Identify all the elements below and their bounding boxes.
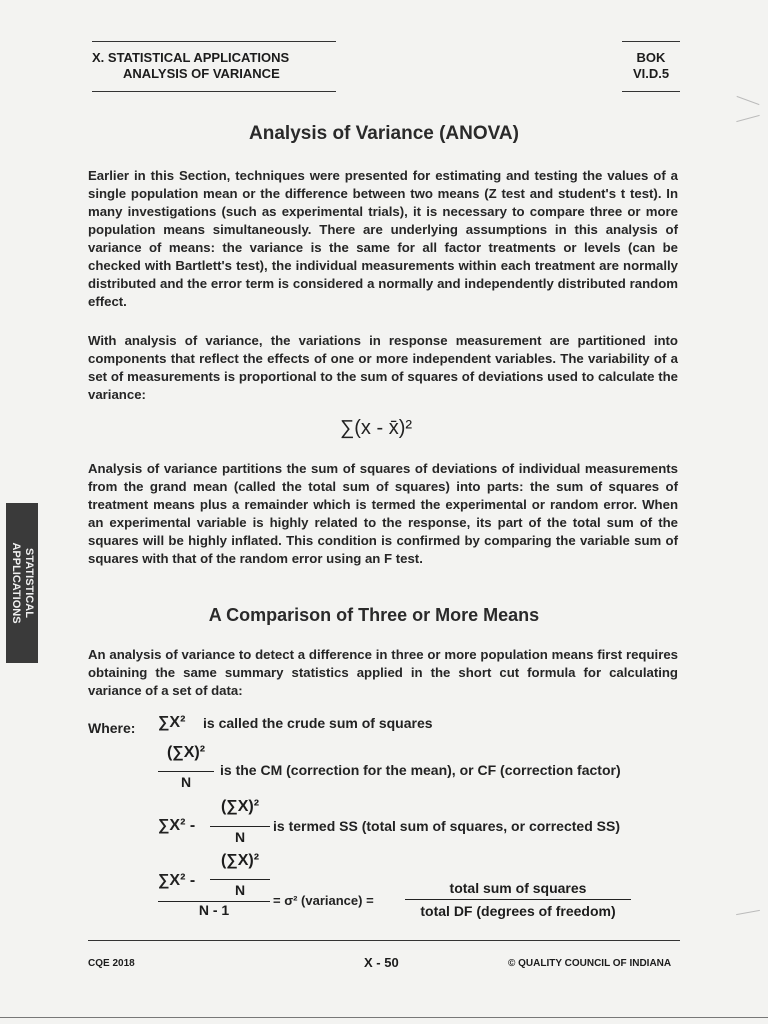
side-section-tab [6, 503, 38, 663]
bok-code-line1: BOK [636, 50, 666, 65]
variance-inner-denominator: N [234, 882, 246, 898]
variance-sum-minus: ∑X² - [158, 872, 196, 889]
scan-edge-mark [736, 115, 759, 122]
footer-page-number: X - 50 [364, 955, 399, 970]
variance-denominator: N - 1 [198, 902, 230, 918]
summary-statistics-paragraph: An analysis of variance to detect a difference in three or more population means first requires obtaining the same summary statistics applied in the short cut formula for calculating variance of a set of data: [88, 647, 678, 698]
ss-numerator: (∑X)² [220, 798, 260, 815]
ss-sum-minus: ∑X² - [158, 817, 196, 834]
cm-fraction-line [158, 771, 214, 772]
header-rule-top-right [622, 41, 680, 42]
header-rule-bottom-right [622, 91, 680, 92]
variance-inner-numerator: (∑X)² [220, 852, 260, 869]
crude-sum-symbol: ∑X² [158, 714, 186, 731]
footer-copyright: © QUALITY COUNCIL OF INDIANA [508, 958, 672, 969]
section-header [92, 50, 289, 82]
section-subtitle: A Comparison of Three or More Means [208, 605, 540, 625]
scan-bottom-edge [0, 1017, 768, 1018]
scan-edge-mark [736, 910, 760, 915]
header-rule-top-left [92, 41, 336, 42]
sum-of-squares-formula: ∑(x - x̄)² [340, 417, 413, 439]
where-label: Where: [88, 720, 136, 736]
total-ss-numerator: total sum of squares [449, 880, 587, 896]
page-title: Analysis of Variance (ANOVA) [249, 123, 519, 144]
total-df-denominator: total DF (degrees of freedom) [420, 903, 616, 919]
crude-sum-text: is called the crude sum of squares [203, 715, 433, 731]
variance-inner-fraction-line [210, 879, 270, 880]
cm-text: is the CM (correction for the mean), or CF (correction factor) [220, 762, 621, 778]
bok-code [622, 50, 680, 82]
bok-code-line2: VI.D.5 [632, 66, 670, 81]
section-header-line2: ANALYSIS OF VARIANCE [123, 66, 280, 81]
ss-text: is termed SS (total sum of squares, or corrected SS) [273, 818, 620, 834]
ss-denominator: N [234, 829, 246, 845]
footer-edition: CQE 2018 [88, 958, 135, 969]
footer-rule [88, 940, 680, 941]
header-rule-bottom-left [92, 91, 336, 92]
total-fraction-line [405, 899, 631, 900]
anova-explanation-paragraph: Analysis of variance partitions the sum of squares of deviations of individual measurements from the grand mean (called the total sum of squares) into parts: the sum of squares of treatment means plus a remainder which is termed the experimental or random error. When an experimental variable is highly related to the response, its part of the total sum of the squares will be highly inflated. This condition is confirmed by comparing the variable sum of squares with that of the random error using an F test. [88, 461, 678, 566]
partition-paragraph: With analysis of variance, the variations in response measurement are partitioned into components that reflect the effects of one or more independent variables. The variability of a set of measurements is proportional to the sum of squares of deviations used to calculate the variance: [88, 333, 678, 402]
intro-paragraph: Earlier in this Section, techniques were presented for estimating and testing the values of a single population mean or the difference between two means (Z test and student's t test). In many investigations (such as experimental trials), it is necessary to compare three or more population means simultaneously. There are underlying assumptions in this analysis of variance of means: the variance is the same for all factor treatments or levels (can be checked with Bartlett's test), the individual measurements within each treatment are normally distributed and the error term is considered a normally and independently distributed random effect. [88, 168, 678, 309]
ss-fraction-line [210, 826, 270, 827]
section-header-line1: X. STATISTICAL APPLICATIONS [92, 50, 290, 65]
cm-denominator: N [180, 774, 192, 790]
cm-numerator: (∑X)² [166, 744, 206, 761]
scan-edge-mark [737, 96, 760, 105]
variance-equals: = σ² (variance) = [273, 893, 374, 908]
side-tab-line2: APPLICATIONS [10, 542, 22, 624]
side-tab-line1: STATISTICAL [23, 548, 35, 618]
